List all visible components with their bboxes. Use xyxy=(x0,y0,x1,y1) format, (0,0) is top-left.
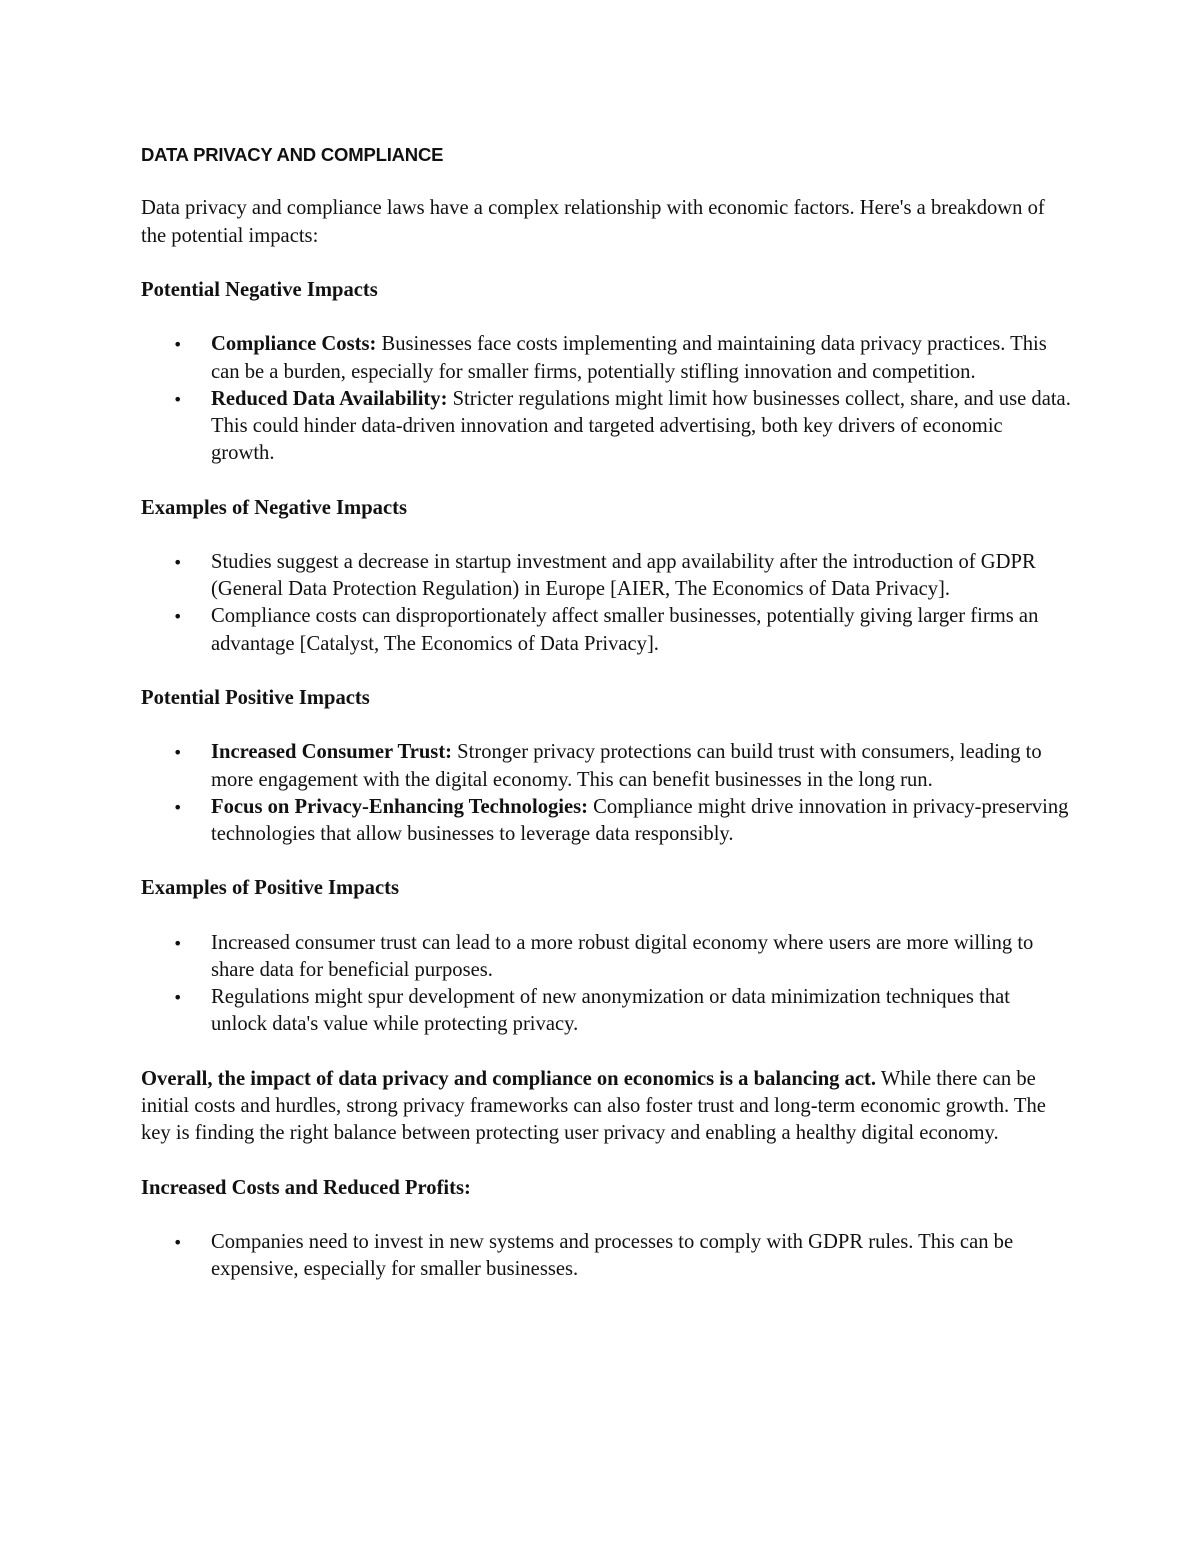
list-item xyxy=(141,794,1071,848)
item-text: Compliance might drive innovation in privacy-preserving technologies that allow businesses to leverage data responsibly. xyxy=(211,795,1069,845)
bullet-icon: • xyxy=(173,1232,183,1252)
bullet-icon: • xyxy=(173,797,183,817)
bullet-icon: • xyxy=(173,389,183,409)
list-item xyxy=(141,1229,1071,1283)
section-heading: Increased Costs and Reduced Profits: xyxy=(141,1176,471,1199)
section-heading: Potential Negative Impacts xyxy=(141,278,378,301)
bullet-list xyxy=(141,1229,1071,1283)
list-item xyxy=(141,603,1071,657)
item-lead: Reduced Data Availability: xyxy=(211,387,448,410)
list-item xyxy=(141,930,1071,984)
item-text: Companies need to invest in new systems and processes to comply with GDPR rules. This can be expensive, especially for smaller businesses. xyxy=(211,1230,1014,1281)
item-lead: Increased Consumer Trust: xyxy=(211,741,453,764)
intro-paragraph: Data privacy and compliance laws have a complex relationship with economic factors. Here's a breakdown of the potential impacts: xyxy=(141,197,1045,247)
item-lead: Focus on Privacy-Enhancing Technologies: xyxy=(211,795,589,818)
bullet-icon: • xyxy=(173,933,183,953)
section-heading: Potential Positive Impacts xyxy=(141,686,370,709)
bullet-list xyxy=(141,739,1071,848)
overall-text: While there can be initial costs and hurdles, strong privacy frameworks can also foster trust and long-term economic growth. The key is finding the right balance between protecting user privacy and enabling a healthy digital economy. xyxy=(141,1067,1046,1145)
list-item xyxy=(141,549,1071,603)
bullet-icon: • xyxy=(173,335,183,355)
item-lead: Compliance Costs: xyxy=(211,333,377,356)
item-text: Regulations might spur development of new anonymization or data minimization techniques that unlock data's value while protecting privacy. xyxy=(211,986,1010,1036)
document-body xyxy=(141,141,1071,1283)
bullet-icon: • xyxy=(173,552,183,572)
item-text: Studies suggest a decrease in startup investment and app availability after the introduction of GDPR (General Data Protection Regulation) in Europe [AIER, The Economics of Data Privacy]. xyxy=(211,550,1036,601)
document-title: DATA PRIVACY AND COMPLIANCE xyxy=(141,144,444,165)
item-text: Businesses face costs implementing and maintaining data privacy practices. This can be a burden, especially for smaller firms, potentially stifling innovation and competition. xyxy=(211,333,1047,383)
bullet-list xyxy=(141,930,1071,1039)
bullet-list xyxy=(141,331,1071,467)
overall-paragraph xyxy=(141,1066,1071,1148)
bullet-list xyxy=(141,549,1071,658)
bullet-icon: • xyxy=(173,743,183,763)
item-text: Compliance costs can disproportionately affect smaller businesses, potentially giving larger firms an advantage [Catalyst, The Economics of Data Privacy]. xyxy=(211,605,1039,655)
section-heading: Examples of Negative Impacts xyxy=(141,496,407,519)
item-text: Stronger privacy protections can build trust with consumers, leading to more engagement with the digital economy. This can benefit businesses in the long run. xyxy=(211,741,1042,791)
bullet-icon: • xyxy=(173,988,183,1008)
list-item xyxy=(141,331,1071,385)
section-heading: Examples of Positive Impacts xyxy=(141,877,399,900)
item-text: Increased consumer trust can lead to a more robust digital economy where users are more willing to share data for beneficial purposes. xyxy=(211,931,1034,981)
bullet-icon: • xyxy=(173,607,183,627)
item-text: Stricter regulations might limit how businesses collect, share, and use data. This could hinder data-driven innovation and targeted advertising, both key drivers of economic growth. xyxy=(211,387,1071,465)
list-item xyxy=(141,386,1071,468)
list-item xyxy=(141,739,1071,793)
overall-lead: Overall, the impact of data privacy and compliance on economics is a balancing act. xyxy=(141,1067,877,1090)
list-item xyxy=(141,984,1071,1038)
